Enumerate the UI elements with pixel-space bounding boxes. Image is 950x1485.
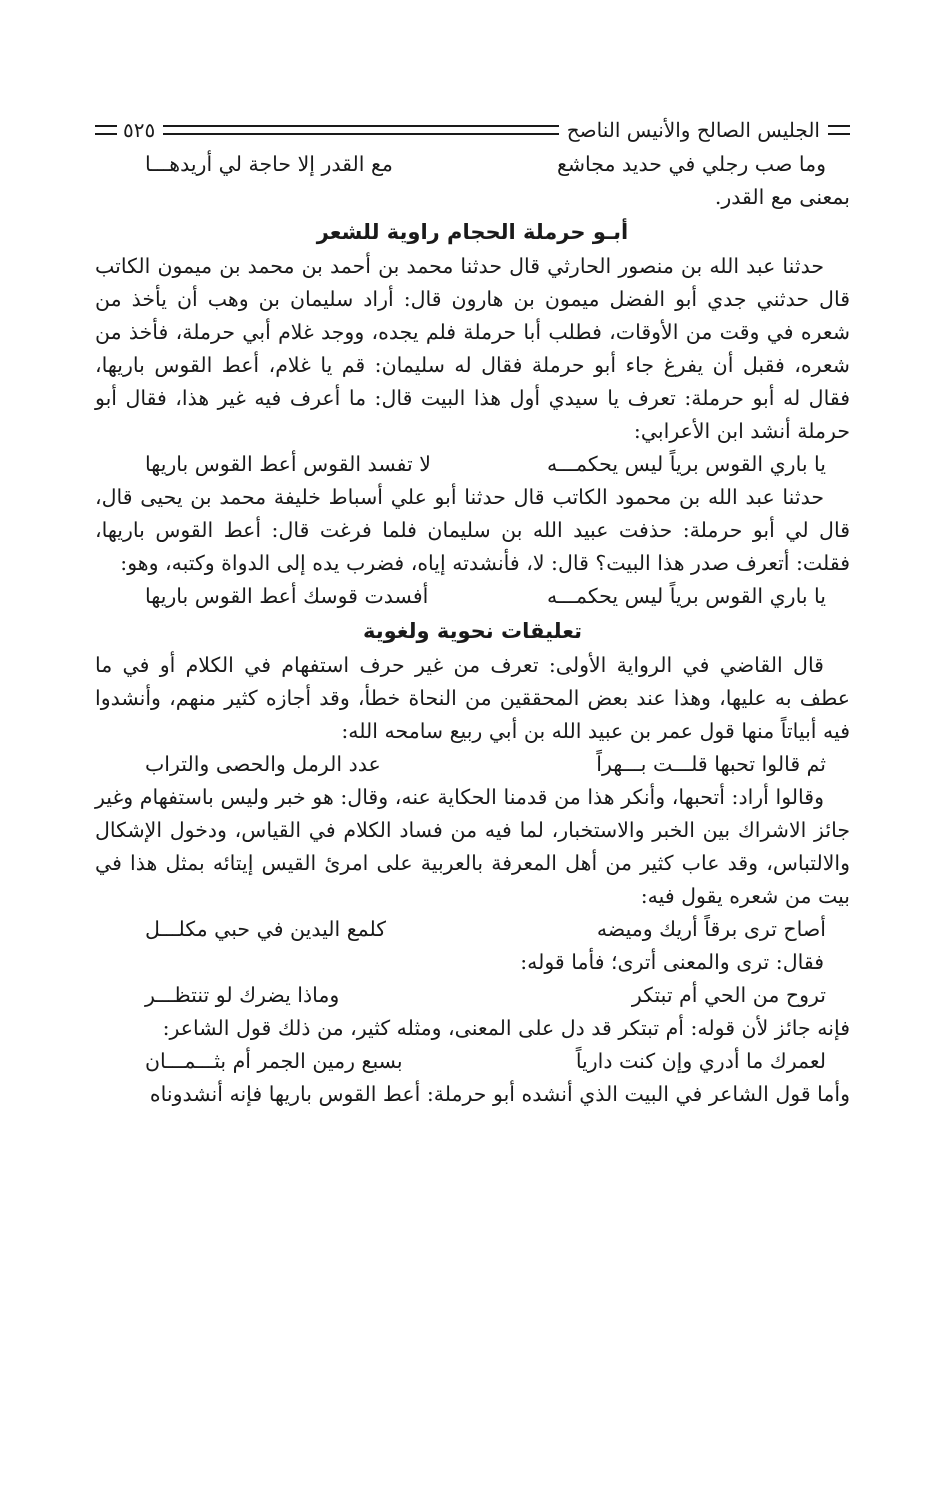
verse-second-hemistich: أفسدت قوسك أعط القوس باريها [145,584,429,608]
verse-first-hemistich: وما صب رجلي في حديد مجاشع [556,152,826,176]
verse-second-hemistich: بسبع رمين الجمر أم بثـــمـــان [145,1049,403,1073]
book-page [95,112,850,1111]
verse-first-hemistich: لعمرك ما أدري وإن كنت دارياً [575,1049,826,1073]
verse-line [95,1045,850,1078]
paragraph: وأما قول الشاعر في البيت الذي أنشده أبو حرملة: أعط القوس باريها فإنه أنشدوناه [149,1082,850,1106]
verse-first-hemistich: يا باري القوس برياً ليس يحكمـــه [546,584,826,608]
verse-line [95,148,850,181]
verse-line [95,448,850,481]
verse-second-hemistich: كلمع اليدين في حبي مكلـــل [145,917,387,941]
header-rule-start [828,125,850,135]
verse-first-hemistich: ثم قالوا تحبها قلـــت بـــهراً [596,752,826,776]
paragraph: فقال: ترى والمعنى أترى؛ فأما قوله: [520,950,824,974]
running-header [95,112,850,148]
verse-second-hemistich: مع القدر إلا حاجة لي أريدهـــا [145,152,393,176]
verse-line [95,913,850,946]
paragraph: بمعنى مع القدر. [714,185,850,209]
paragraph: قال القاضي في الرواية الأولى: تعرف من غير حرف استفهام في الكلام أو في ما عطف به عليها، وهذا عند بعض المحققين من النحاة خطأ، وقد أجازه كثير منهم، وأنشدوا فيه أبياتاً منها قول عمر بن عبيد الله بن أبي ربيع سامحه الله: [95,653,850,743]
section-heading: أبـو حرملة الحجام راوية للشعر [316,220,629,244]
paragraph: وقالوا أراد: أتحبها، وأنكر هذا من قدمنا الحكاية عنه، وقال: هو خبر وليس باستفهام وغير جائز الاشراك بين الخبر والاستخبار، لما فيه من فساد الكلام في القياس، ودخول الإشكال والالتباس، وقد عاب كثير من أهل المعرفة بالعربية على امرئ القيس إيتائه بمثل هذا في بيت من شعره يقول فيه: [95,785,850,908]
verse-first-hemistich: تروح من الحي أم تبتكر [631,983,826,1007]
verse-line [95,748,850,781]
paragraph: حدثنا عبد الله بن منصور الحارثي قال حدثنا محمد بن أحمد بن محمد بن ميمون الكاتب قال حدثني جدي أبو الفضل ميمون بن هارون قال: أراد سليمان بن وهب أن يأخذ من شعره في وقت من الأوقات، فطلب أبا حرملة فلم يجده، ووجد غلام أبي حرملة، فأخذ من شعره، فقبل أن يفرغ جاء أبو حرملة فقال له سليمان: قم يا غلام، أعط القوس باريها، فقال له أبو حرملة: تعرف يا سيدي أول هذا البيت قال: ما أعرف فيه غير هذا، فقال أبو حرملة أنشد ابن الأعرابي: [95,254,850,443]
paragraph: فإنه جائز لأن قوله: أم تبتكر قد دل على المعنى، ومثله كثير، من ذلك قول الشاعر: [162,1016,850,1040]
paragraph: حدثنا عبد الله بن محمود الكاتب قال حدثنا أبو علي أسباط خليفة محمد بن يحيى قال، قال لي أبو حرملة: حذفت عبيد الله بن سليمان فلما فرغت قال: أعط القوس باريها، فقلت: أتعرف صدر هذا البيت؟ قال: لا، فأنشدته إياه، فضرب يده إلى الدواة وكتبه، وهو: [95,485,850,575]
verse-second-hemistich: لا تفسد القوس أعط القوس باريها [145,452,431,476]
book-title: الجليس الصالح والأنيس الناصح [566,118,820,142]
verse-first-hemistich: أصاح ترى برقاً أريك وميضه [596,917,826,941]
verse-second-hemistich: عدد الرمل والحصى والتراب [145,752,381,776]
header-rule-end [95,125,117,135]
page-number: ٥٢٥ [123,118,156,142]
verse-second-hemistich: وماذا يضرك لو تنتظـــر [145,983,340,1007]
section-heading: تعليقات نحوية ولغوية [363,619,582,643]
verse-first-hemistich: يا باري القوس برياً ليس يحكمـــه [546,452,826,476]
verse-line [95,979,850,1012]
verse-line [95,580,850,613]
header-rule-middle [163,125,558,135]
